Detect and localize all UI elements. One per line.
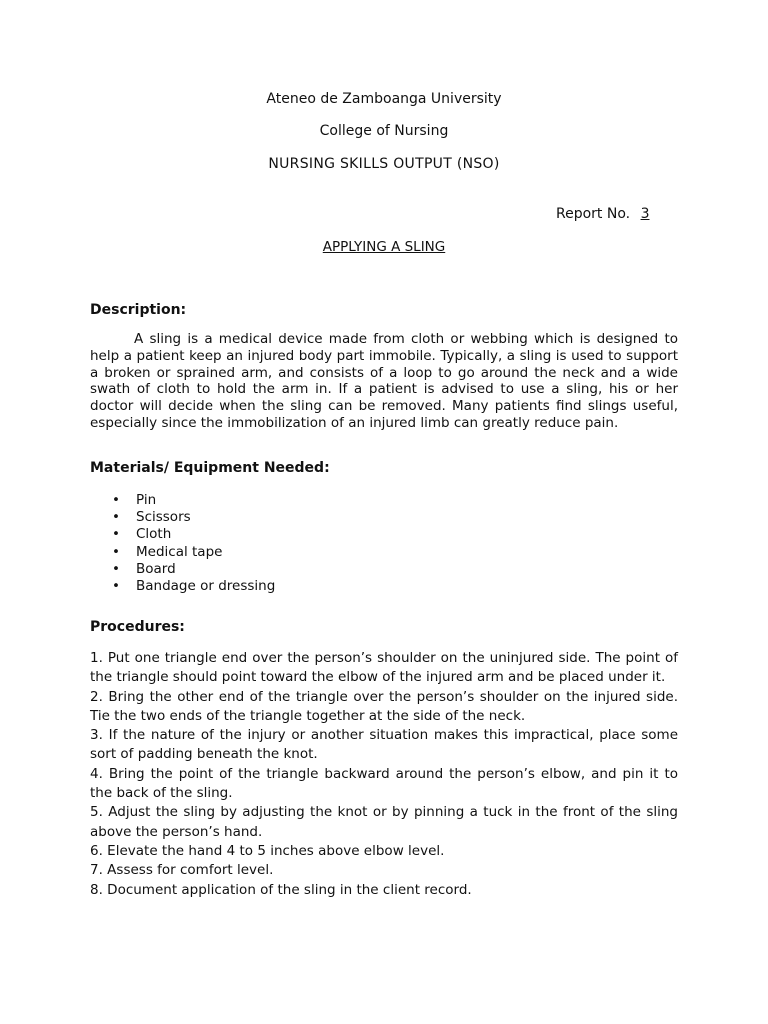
report-label: Report No. (556, 206, 631, 222)
procedure-step: 1. Put one triangle end over the person’s shoulder on the uninjured side. The point of the triangle should point toward the elbow of the injured arm and be placed under it. (90, 650, 678, 686)
list-item: • Board (112, 560, 176, 577)
procedure-step: 6. Elevate the hand 4 to 5 inches above elbow level. (90, 842, 445, 859)
college-name: College of Nursing (319, 123, 449, 139)
materials-list (90, 492, 275, 595)
report-number: 3 (640, 206, 650, 222)
procedures-heading: Procedures: (90, 619, 185, 635)
list-item: • Bandage or dressing (112, 578, 276, 595)
list-item: • Cloth (112, 526, 172, 543)
bullet-icon: • (112, 560, 120, 577)
procedure-step: 8. Document application of the sling in the client record. (90, 881, 472, 898)
description-text: A sling is a medical device made from cloth or webbing which is designed to help a patient keep an injured body part immobile. Typically, a sling is used to support a broken or sprained arm, and consists of a loop to go around the neck and a wide swath of cloth to hold the arm in. If a patient is advised to use a sling, his or her doctor will decide when the sling can be removed. Many patients find slings useful, especially since the immobilization of an injured limb can greatly reduce pain. (90, 331, 678, 431)
procedure-step: 4. Bring the point of the triangle backward around the person’s elbow, and pin it to the back of the sling. (90, 765, 678, 802)
procedures-list (90, 649, 678, 900)
university-name: Ateneo de Zamboanga University (266, 91, 502, 107)
bullet-icon: • (112, 509, 120, 526)
procedure-step: 3. If the nature of the injury or another situation makes this impractical, place some sort of padding beneath the knot. (90, 727, 678, 763)
report-number-line (556, 205, 651, 223)
list-item: • Medical tape (112, 543, 223, 560)
list-item: • Scissors (112, 509, 191, 526)
description-heading: Description: (90, 302, 187, 318)
bullet-icon: • (112, 578, 120, 595)
bullet-icon: • (112, 526, 120, 543)
document-title: APPLYING A SLING (322, 239, 446, 255)
procedure-step: 7. Assess for comfort level. (90, 862, 274, 879)
procedure-step: 5. Adjust the sling by adjusting the knot or by pinning a tuck in the front of the sling above the person’s hand. (90, 804, 678, 840)
procedure-step: 2. Bring the other end of the triangle over the person’s shoulder on the injured side. Tie the two ends of the triangle together at the side of the neck. (90, 688, 678, 724)
bullet-icon: • (112, 492, 120, 508)
materials-heading: Materials/ Equipment Needed: (90, 460, 330, 476)
bullet-icon: • (112, 543, 120, 560)
list-item: • Pin (112, 492, 157, 508)
output-title: NURSING SKILLS OUTPUT (NSO) (268, 156, 500, 172)
